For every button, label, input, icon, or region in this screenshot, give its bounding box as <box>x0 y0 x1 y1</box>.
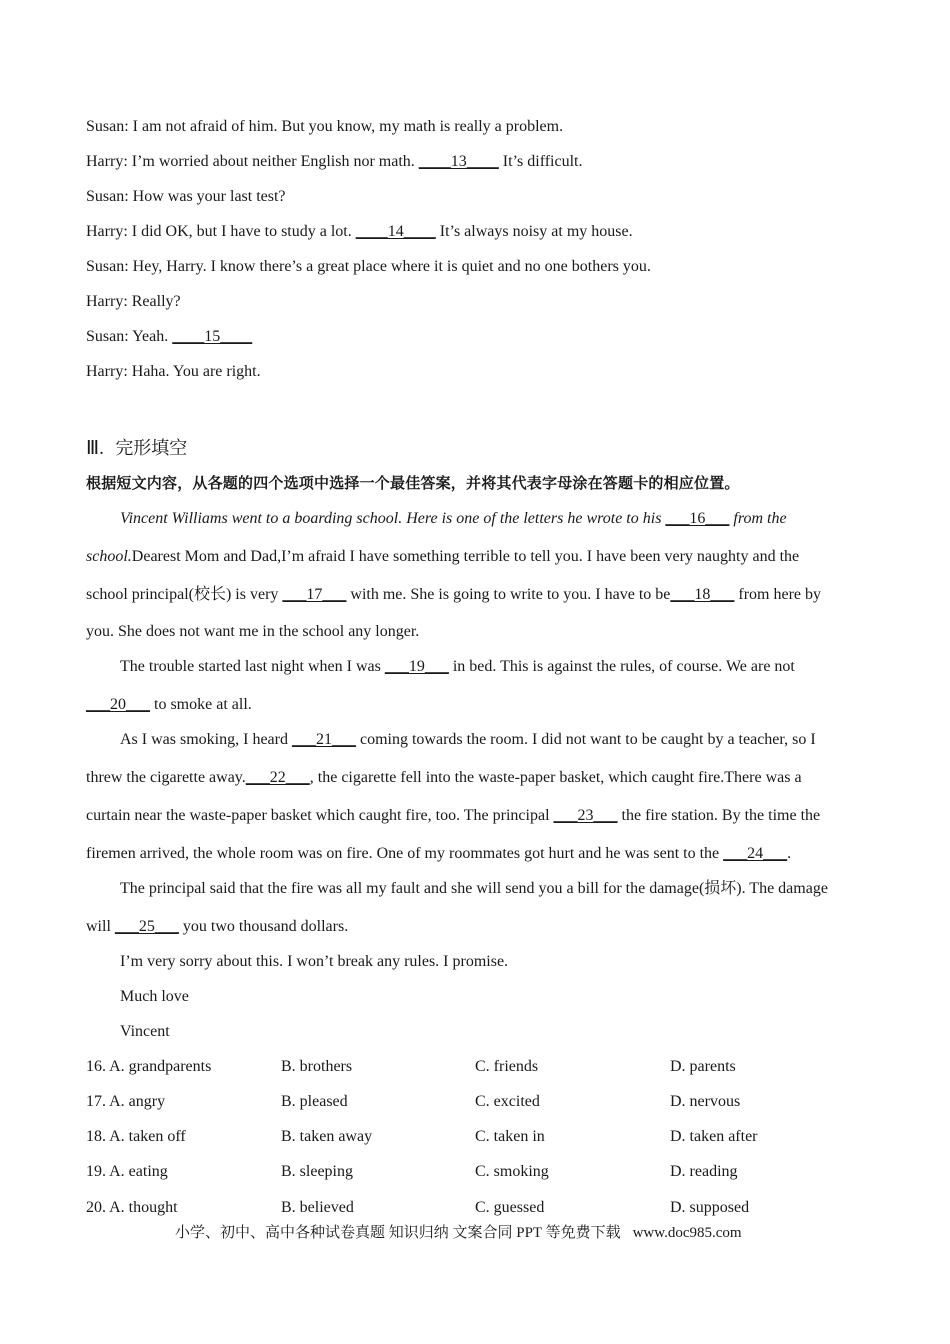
option-d[interactable]: D. reading <box>670 1163 738 1180</box>
passage-text: you two thousand dollars. <box>178 918 349 935</box>
passage-line <box>86 844 791 864</box>
option-d[interactable]: D. supposed <box>670 1199 750 1216</box>
passage-text: to smoke at all. <box>150 696 252 713</box>
passage-text: coming towards the room. I did not want to be caught by a teacher, so I <box>355 731 816 748</box>
option-b[interactable]: B. brothers <box>281 1058 353 1075</box>
passage-line <box>120 952 508 972</box>
dialogue-line <box>86 222 633 242</box>
section-heading <box>86 434 187 460</box>
section-number: Ⅲ. <box>86 438 104 459</box>
passage-text: The principal said that the fire was all my fault and she will send you a bill for the damage(损坏). The damage <box>120 880 828 897</box>
passage-text: curtain near the waste-paper basket which caught fire, too. The principal <box>86 807 554 824</box>
passage-text: Dearest Mom and Dad,I’m afraid I have something terrible to tell you. I have been very naughty and the <box>131 548 800 565</box>
blank-18: ___18___ <box>670 586 735 603</box>
dialogue-text: Susan: Hey, Harry. I know there’s a great place where it is quiet and no one bothers you. <box>86 258 651 275</box>
page-footer <box>175 1221 742 1242</box>
option-c[interactable]: C. smoking <box>475 1163 549 1180</box>
option-a[interactable]: 18. A. taken off <box>86 1128 186 1145</box>
dialogue-text: It’s difficult. <box>498 153 583 170</box>
option-b[interactable]: B. sleeping <box>281 1163 353 1180</box>
blank-25: ___25___ <box>114 918 179 935</box>
blank-13: ____13____ <box>418 153 499 170</box>
dialogue-text: Harry: Really? <box>86 293 181 310</box>
option-a[interactable]: 16. A. grandparents <box>86 1058 212 1075</box>
dialogue-line <box>86 152 583 172</box>
passage-text: you. She does not want me in the school any longer. <box>86 623 420 640</box>
option-a[interactable]: 20. A. thought <box>86 1199 178 1216</box>
dialogue-line <box>86 362 261 382</box>
passage-text: firemen arrived, the whole room was on fire. One of my roommates got hurt and he was sent to the <box>86 845 724 862</box>
dialogue-line <box>86 117 563 137</box>
blank-17: ___17___ <box>282 586 347 603</box>
passage-text: . <box>787 845 792 862</box>
option-d[interactable]: D. nervous <box>670 1093 741 1110</box>
passage-text: from here by <box>734 586 821 603</box>
passage-line <box>120 509 787 529</box>
option-b[interactable]: B. taken away <box>281 1128 373 1145</box>
passage-text: As I was smoking, I heard <box>120 731 292 748</box>
passage-line <box>86 585 821 605</box>
option-b[interactable]: B. pleased <box>281 1093 348 1110</box>
blank-19: ___19___ <box>384 658 449 675</box>
option-c[interactable]: C. taken in <box>475 1128 545 1145</box>
passage-line <box>120 730 816 750</box>
blank-24: ___24___ <box>723 845 788 862</box>
passage-line <box>120 657 795 677</box>
dialogue-text: Susan: I am not afraid of him. But you know, my math is really a problem. <box>86 118 564 135</box>
option-d[interactable]: D. taken after <box>670 1128 758 1145</box>
passage-line <box>86 806 820 826</box>
blank-16: ___16___ <box>665 510 730 527</box>
blank-15: ____15____ <box>172 328 253 345</box>
passage-line <box>86 917 348 937</box>
passage-text: threw the cigarette away. <box>86 769 246 786</box>
dialogue-text: Harry: I did OK, but I have to study a lot. <box>86 223 356 240</box>
blank-21: ___21___ <box>291 731 356 748</box>
dialogue-line <box>86 327 252 347</box>
option-d[interactable]: D. parents <box>670 1058 736 1075</box>
passage-text: will <box>86 918 115 935</box>
blank-20: ___20___ <box>86 696 150 713</box>
option-a[interactable]: 19. A. eating <box>86 1163 168 1180</box>
dialogue-text: Susan: How was your last test? <box>86 188 286 205</box>
dialogue-line <box>86 187 286 207</box>
letter-closing: Much love <box>120 988 189 1005</box>
passage-line <box>86 768 802 788</box>
section-title: 完形填空 <box>115 438 188 459</box>
passage-line <box>120 879 828 899</box>
option-c[interactable]: C. friends <box>475 1058 539 1075</box>
dialogue-text: Harry: Haha. You are right. <box>86 363 261 380</box>
section-instruction: 根据短文内容，从各题的四个选项中选择一个最佳答案，并将其代表字母涂在答题卡的相应位置。 <box>86 474 740 492</box>
passage-line <box>86 622 419 642</box>
blank-22: ___22___ <box>245 769 310 786</box>
passage-text: I’m very sorry about this. I won’t break any rules. I promise. <box>120 953 509 970</box>
option-c[interactable]: C. excited <box>475 1093 540 1110</box>
passage-text: The trouble started last night when I was <box>120 658 385 675</box>
dialogue-text: It’s always noisy at my house. <box>435 223 633 240</box>
letter-signature: Vincent <box>120 1023 170 1040</box>
passage-text: the fire station. By the time the <box>617 807 821 824</box>
dialogue-text: Susan: Yeah. <box>86 328 173 345</box>
passage-text: school. <box>86 548 132 565</box>
passage-text: school principal(校长) is very <box>86 586 283 603</box>
passage-text: in bed. This is against the rules, of course. We are not <box>448 658 795 675</box>
footer-link[interactable]: www.doc985.com <box>632 1225 742 1241</box>
blank-23: ___23___ <box>553 807 618 824</box>
option-c[interactable]: C. guessed <box>475 1199 545 1216</box>
passage-text: from the <box>729 510 787 527</box>
passage-text: Vincent Williams went to a boarding school. Here is one of the letters he wrote to his <box>120 510 666 527</box>
dialogue-text: Harry: I’m worried about neither English nor math. <box>86 153 419 170</box>
option-b[interactable]: B. believed <box>281 1199 354 1216</box>
passage-line <box>86 695 252 715</box>
dialogue-line <box>86 292 181 312</box>
passage-line <box>86 547 799 567</box>
passage-text: with me. She is going to write to you. I have to be <box>346 586 671 603</box>
footer-text: 小学、初中、高中各种试卷真题 知识归纳 文案合同 PPT 等免费下载 <box>175 1225 621 1241</box>
passage-text: , the cigarette fell into the waste-paper basket, which caught fire.There was a <box>309 769 802 786</box>
option-a[interactable]: 17. A. angry <box>86 1093 166 1110</box>
dialogue-line <box>86 257 651 277</box>
blank-14: ____14____ <box>355 223 436 240</box>
